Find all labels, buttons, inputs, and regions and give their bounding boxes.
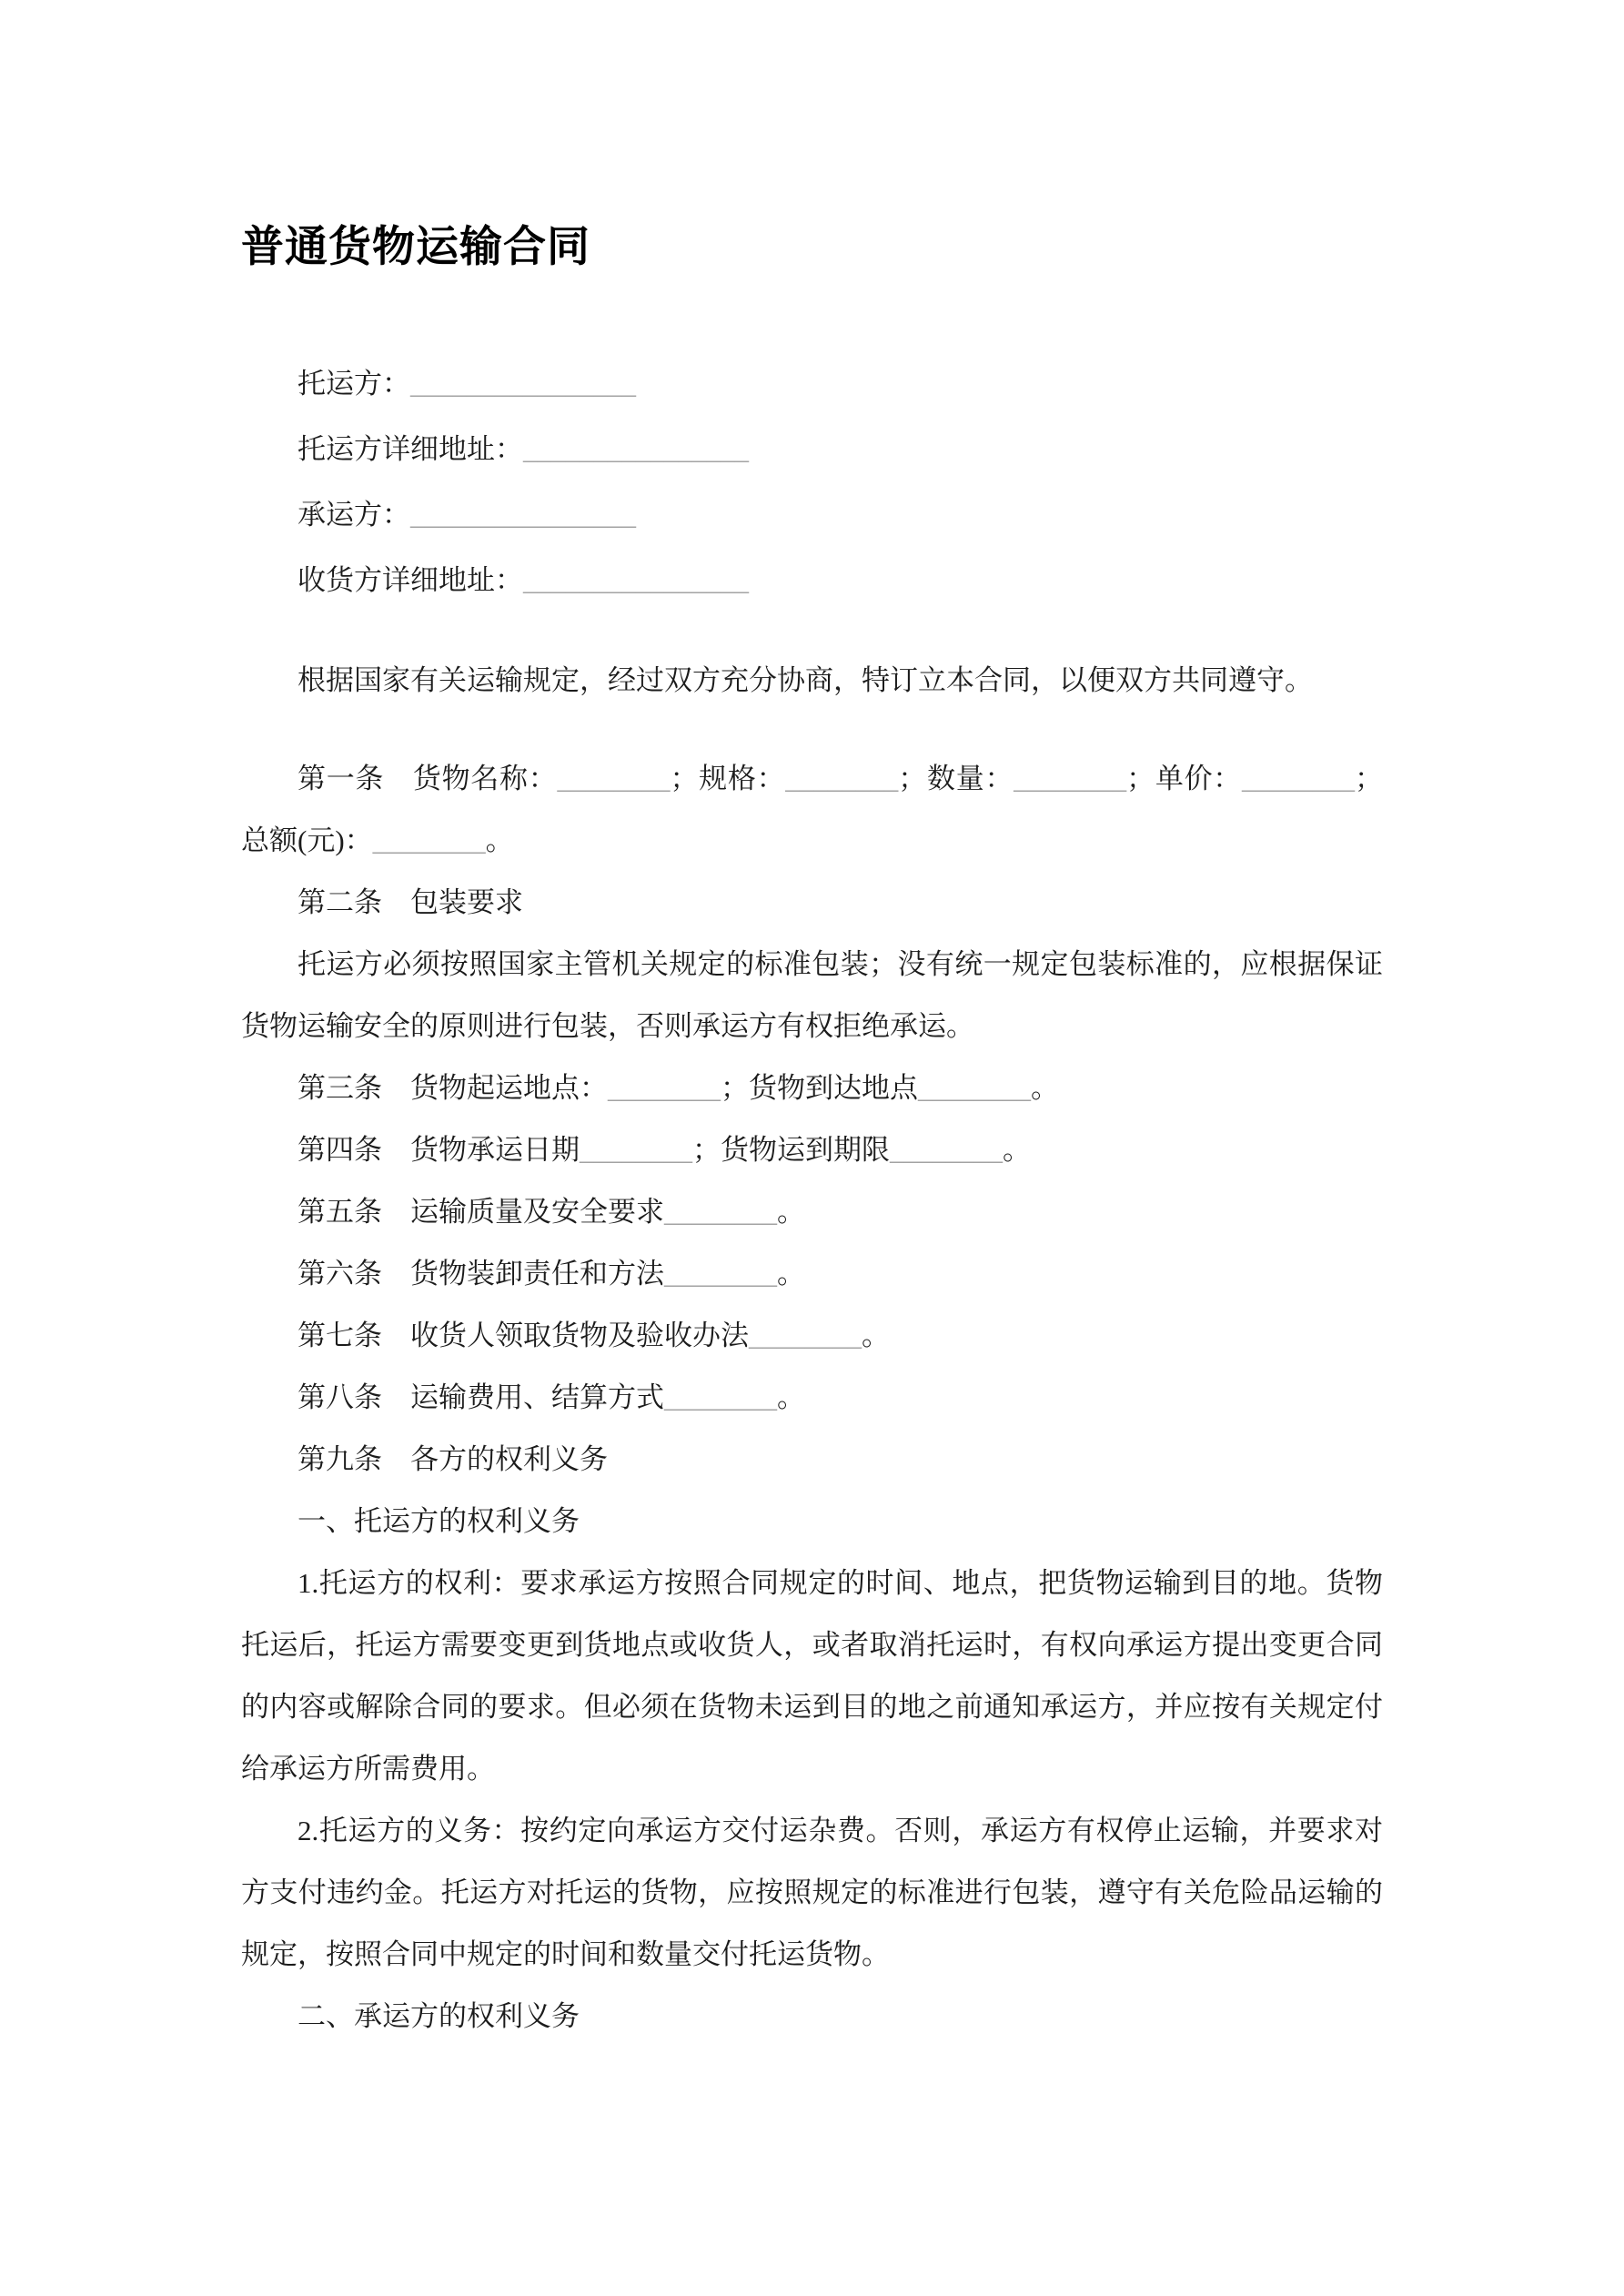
document-title: 普通货物运输合同 [241,222,590,270]
blank-line: ________ [749,1319,862,1351]
section-carrier-rights-title: 二、承运方的权利义务 [298,1999,580,2032]
form-label-shipper: 托运方： [298,367,410,400]
blank-line: ________ [664,1195,777,1228]
clause-6-loading: 第六条 货物装卸责任和方法________。 [298,1257,805,1290]
blank-line: ________ [580,1133,692,1166]
clause-5-quality: 第五条 运输质量及安全要求________。 [298,1195,805,1228]
section-shipper-rights-title: 一、托运方的权利义务 [298,1504,580,1537]
blank-line: ________ [372,824,486,856]
blank-line: ________ [918,1071,1031,1104]
blank-line: ________ [664,1381,777,1413]
form-line-consignee-address [241,548,1383,613]
form-label-consignee-address: 收货方详细地址： [298,563,523,596]
form-label-shipper-address: 托运方详细地址： [298,432,523,465]
shipper-duties-paragraph: 2.托运方的义务：按约定向承运方交付运杂费。否则，承运方有权停止运输，并要求对方支付违约金。托运方对托运的货物，应按照规定的标准进行包装，遵守有关危险品运输的规定，按照合同中规定的时间和数量交付托运货物。 [241,1814,1383,1970]
form-line-shipper [241,351,1383,417]
blank-line-shipper: ________________ [410,367,636,400]
blank-line: ________ [1014,762,1127,794]
clause-2-packaging-body: 托运方必须按照国家主管机关规定的标准包装；没有统一规定包装标准的，应根据保证货物运输安全的原则进行包装，否则承运方有权拒绝承运。 [241,947,1383,1042]
blank-line: ________ [890,1133,1003,1166]
clause-7-receipt: 第七条 收货人领取货物及验收办法________。 [298,1319,890,1351]
blank-line: ________ [785,762,899,794]
party-fields-block [241,351,1383,613]
blank-line: ________ [608,1071,721,1104]
blank-line-carrier: ________________ [410,498,636,531]
form-line-shipper-address [241,417,1383,482]
blank-line: ________ [557,762,671,794]
form-line-carrier [241,482,1383,548]
clause-2-packaging-title: 第二条 包装要求 [298,885,523,918]
intro-paragraph: 根据国家有关运输规定，经过双方充分协商，特订立本合同，以便双方共同遵守。 [298,663,1313,696]
clause-9-rights-title: 第九条 各方的权利义务 [298,1442,608,1475]
clause-3-locations: 第三条 货物起运地点：________；货物到达地点________。 [298,1071,1059,1104]
blank-line-shipper-address: ________________ [523,432,749,465]
shipper-rights-paragraph: 1.托运方的权利：要求承运方按照合同规定的时间、地点，把货物运输到目的地。货物托运后，托运方需要变更到货地点或收货人，或者取消托运时，有权向承运方提出变更合同的内容或解除合同的要求。但必须在货物未运到目的地之前通知承运方，并应按有关规定付给承运方所需费用。 [241,1566,1383,1785]
blank-line: ________ [1242,762,1356,794]
blank-line-consignee-address: ________________ [523,563,749,596]
blank-line: ________ [664,1257,777,1290]
clause-8-fees: 第八条 运输费用、结算方式________。 [298,1381,805,1413]
clause-4-dates: 第四条 货物承运日期________；货物运到期限________。 [298,1133,1031,1166]
form-label-carrier: 承运方： [298,498,410,531]
clause-1-goods: 第一条 货物名称：________；规格：________；数量：________；单价：________；总额(元)：________。 [241,762,1384,856]
